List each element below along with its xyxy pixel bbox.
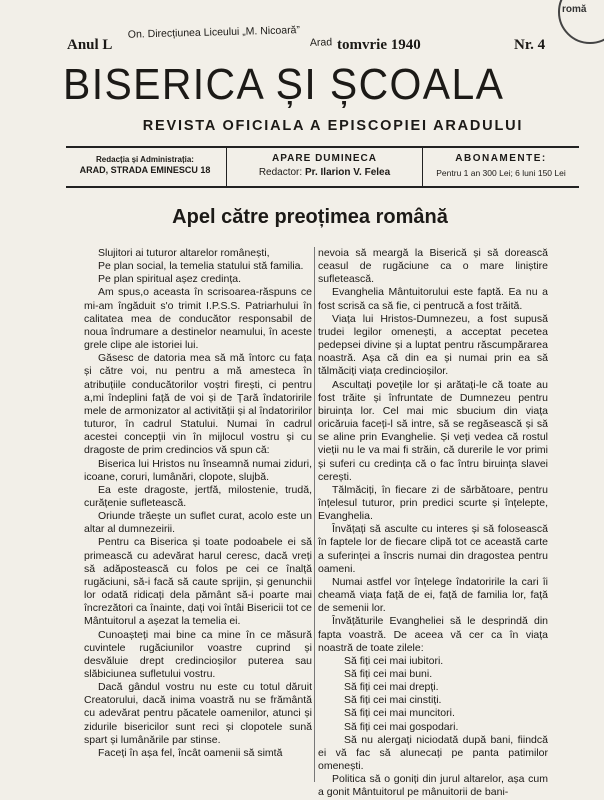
issue-number: Nr. 4 — [514, 37, 546, 53]
paragraph: Numai astfel vor înțelege îndatoririle la cari îi cheamă viața față de ei, față de familia lor, față de semenii lor. — [318, 575, 548, 615]
corner-seal — [548, 0, 604, 30]
paragraph: nevoia să meargă la Biserică și să dorească ceasul de rugăciune ca o mare liniștire sufletească. — [318, 247, 548, 286]
left-column — [84, 247, 312, 760]
commandment-item: Să fiți cei mai gospodari. — [344, 720, 459, 733]
subscriptions-label: ABONAMENTE: — [455, 153, 547, 164]
paragraph: Evanghelia Mântuitorului este faptă. Ea nu a fost scrisă ca să fie, ci pentrucă a fost trăită. — [318, 286, 548, 312]
paragraph: Pentru ca Biserica și toate podoabele ei să primească cu adevărat harul ceresc, dacă vreți să adăpostească cu folos pe cei ce înalță rugăciuni, să-i facă să caute sprijin, și genunchii lor odată ridicați dela pământ să-i poarte mai încrezători ca înainte, dați voi întâi Bisericii tot ce Mântuitorul a așezat la temelia ei. — [84, 536, 312, 628]
seal-text: romă — [562, 4, 587, 15]
subscriptions-text: Pentru 1 an 300 Lei; 6 luni 150 Lei — [436, 168, 566, 178]
commandment-item: Să fiți cei mai drepți. — [344, 681, 439, 694]
paragraph: Să nu alergați niciodată după bani, fiindcă ei vă fac să alunecați pe panta patimilor omenești. — [318, 733, 548, 773]
editor-label: Redactor: — [258, 167, 303, 178]
masthead-title: BISERICA ȘI ȘCOALA — [63, 60, 505, 109]
commandment-item: Să fiți cei mai cinstiți. — [344, 694, 442, 707]
info-band — [66, 146, 579, 188]
issue-meta — [67, 37, 597, 59]
paragraph: Biserica lui Hristos nu înseamnă numai ziduri, icoane, coruri, lumânări, clopote, slujbă. — [84, 457, 312, 483]
appears-label: APARE DUMINECA — [272, 153, 377, 164]
admin-address: ARAD, STRADA EMINESCU 18 — [79, 165, 211, 175]
paragraph: Pe plan social, la temelia statului stă familia. — [98, 260, 304, 273]
commandment-item: Să fiți cei mai iubitori. — [344, 654, 444, 667]
issue-year: Anul L — [67, 37, 113, 53]
paragraph: Faceți în așa fel, încât oamenii să simtă — [98, 746, 283, 759]
commandment-item: Să fiți cei mai buni. — [344, 668, 433, 680]
paragraph: Învățăturile Evangheliei să le desprindă din fapta voastră. De aceea vă cer ca în viața noastră de toate zilele: — [318, 615, 548, 654]
paragraph: Slujitori ai tuturor altarelor românești, — [98, 247, 270, 259]
right-column — [318, 247, 548, 800]
issue-date: tomvrie 1940 — [337, 37, 421, 53]
stamp-line-2: Arad — [309, 36, 333, 49]
commandment-item: Să fiți cei mai muncitori. — [344, 707, 455, 720]
paragraph: Cunoașteți mai bine ca mine în ce măsură cuvintele rugăciunilor voastre cuprind și desvăluie drept credincioșilor puterea sau slăbiciunea sufletului vostru. — [84, 628, 312, 680]
article-headline: Apel către preoțimea română — [172, 206, 448, 228]
column-divider — [314, 247, 315, 782]
editor-name: Pr. Ilarion V. Felea — [304, 167, 391, 178]
admin-cell — [66, 148, 224, 192]
paragraph: Oriunde trăește un suflet curat, acolo este un altar al dumnezeirii. — [84, 510, 312, 536]
masthead-subtitle: REVISTA OFICIALA A EPISCOPIEI ARADULUI — [142, 118, 524, 134]
paragraph: Ascultați povețile lor și arătați-le că toate au fost trăite și înfruntate de Dumnezeu pentru biruința lor. Cel mai mic sbucium din viața oricăruia faceți-l să intre, să se regăsească și să se aline prin Evanghelie. Și veți vedea că rostul vieții nu le va mai fi străin, că durerile le vor primi și suferi cu credința că o fac întru biruința slavei cerești. — [318, 378, 548, 483]
paragraph: Găsesc de datoria mea să mă întorc cu fața și către voi, nu pentru a mă amesteca în atribuțiile conducătorilor voștri firești, ci pentru a,mi îndeplini față de voi și de Țară îndatoririle mele de armonizator al activității și al îndatoririlor tuturor, în cadrul Statului. Numai în cadrul acestei concepții vin în mijlocul vostru și cu dragoste de prim credincios vă spun că: — [84, 352, 312, 457]
paragraph: Tălmăciți, în fiecare zi de sărbătoare, pentru înțelesul tuturor, prin predici scurte și înțelepte, Evanghelia. — [318, 483, 548, 523]
paragraph: Ea este dragoste, jertfă, milostenie, trudă, curățenie sufletească. — [84, 483, 312, 509]
edition-cell — [226, 148, 423, 186]
admin-label: Redacția și Administrația: — [96, 155, 194, 164]
subscriptions-cell — [423, 148, 579, 186]
paragraph: Politica să o goniți din jurul altarelor, așa cum a gonit Mântuitorul pe mânuitorii de bani- — [318, 773, 548, 799]
paragraph: Dacă gândul vostru nu este cu totul dăruit Creatorului, dacă inima voastră nu se frământă cu adevărat pentru păcatele oamenilor, atunci și zidurile bisericilor sunt reci și clopotele sună spart și lumânările par stinse. — [84, 681, 312, 746]
editor-line — [227, 167, 422, 178]
paragraph: Am spus,o aceasta în scrisoarea-răspuns ce mi-am îngăduit s'o trimit I.P.S.S. Patriarhului în calitatea mea de conducător responsabil de noua îndrumare a destinelor neamului, în aceste grele clipe ale istoriei lui. — [84, 286, 312, 352]
paragraph: Pe plan spiritual așez credința. — [98, 273, 241, 286]
stamp-line-1: On. Direcțiunea Liceului „M. Nicoară” — [127, 24, 301, 41]
paragraph: Viața lui Hristos-Dumnezeu, a fost supusă trudei legilor omenești, a acceptat pecetea pedepsei divine și a luptat pentru răscumpărarea noastră. Așa că din ea și numai prin ea să tălmăciți viața credincioșilor. — [318, 312, 548, 378]
paragraph: Învățați să asculte cu interes și să folosească în faptele lor de fiecare clipă tot ce această carte a suferinței a înscris numai din dragostea pentru oameni. — [318, 523, 548, 575]
